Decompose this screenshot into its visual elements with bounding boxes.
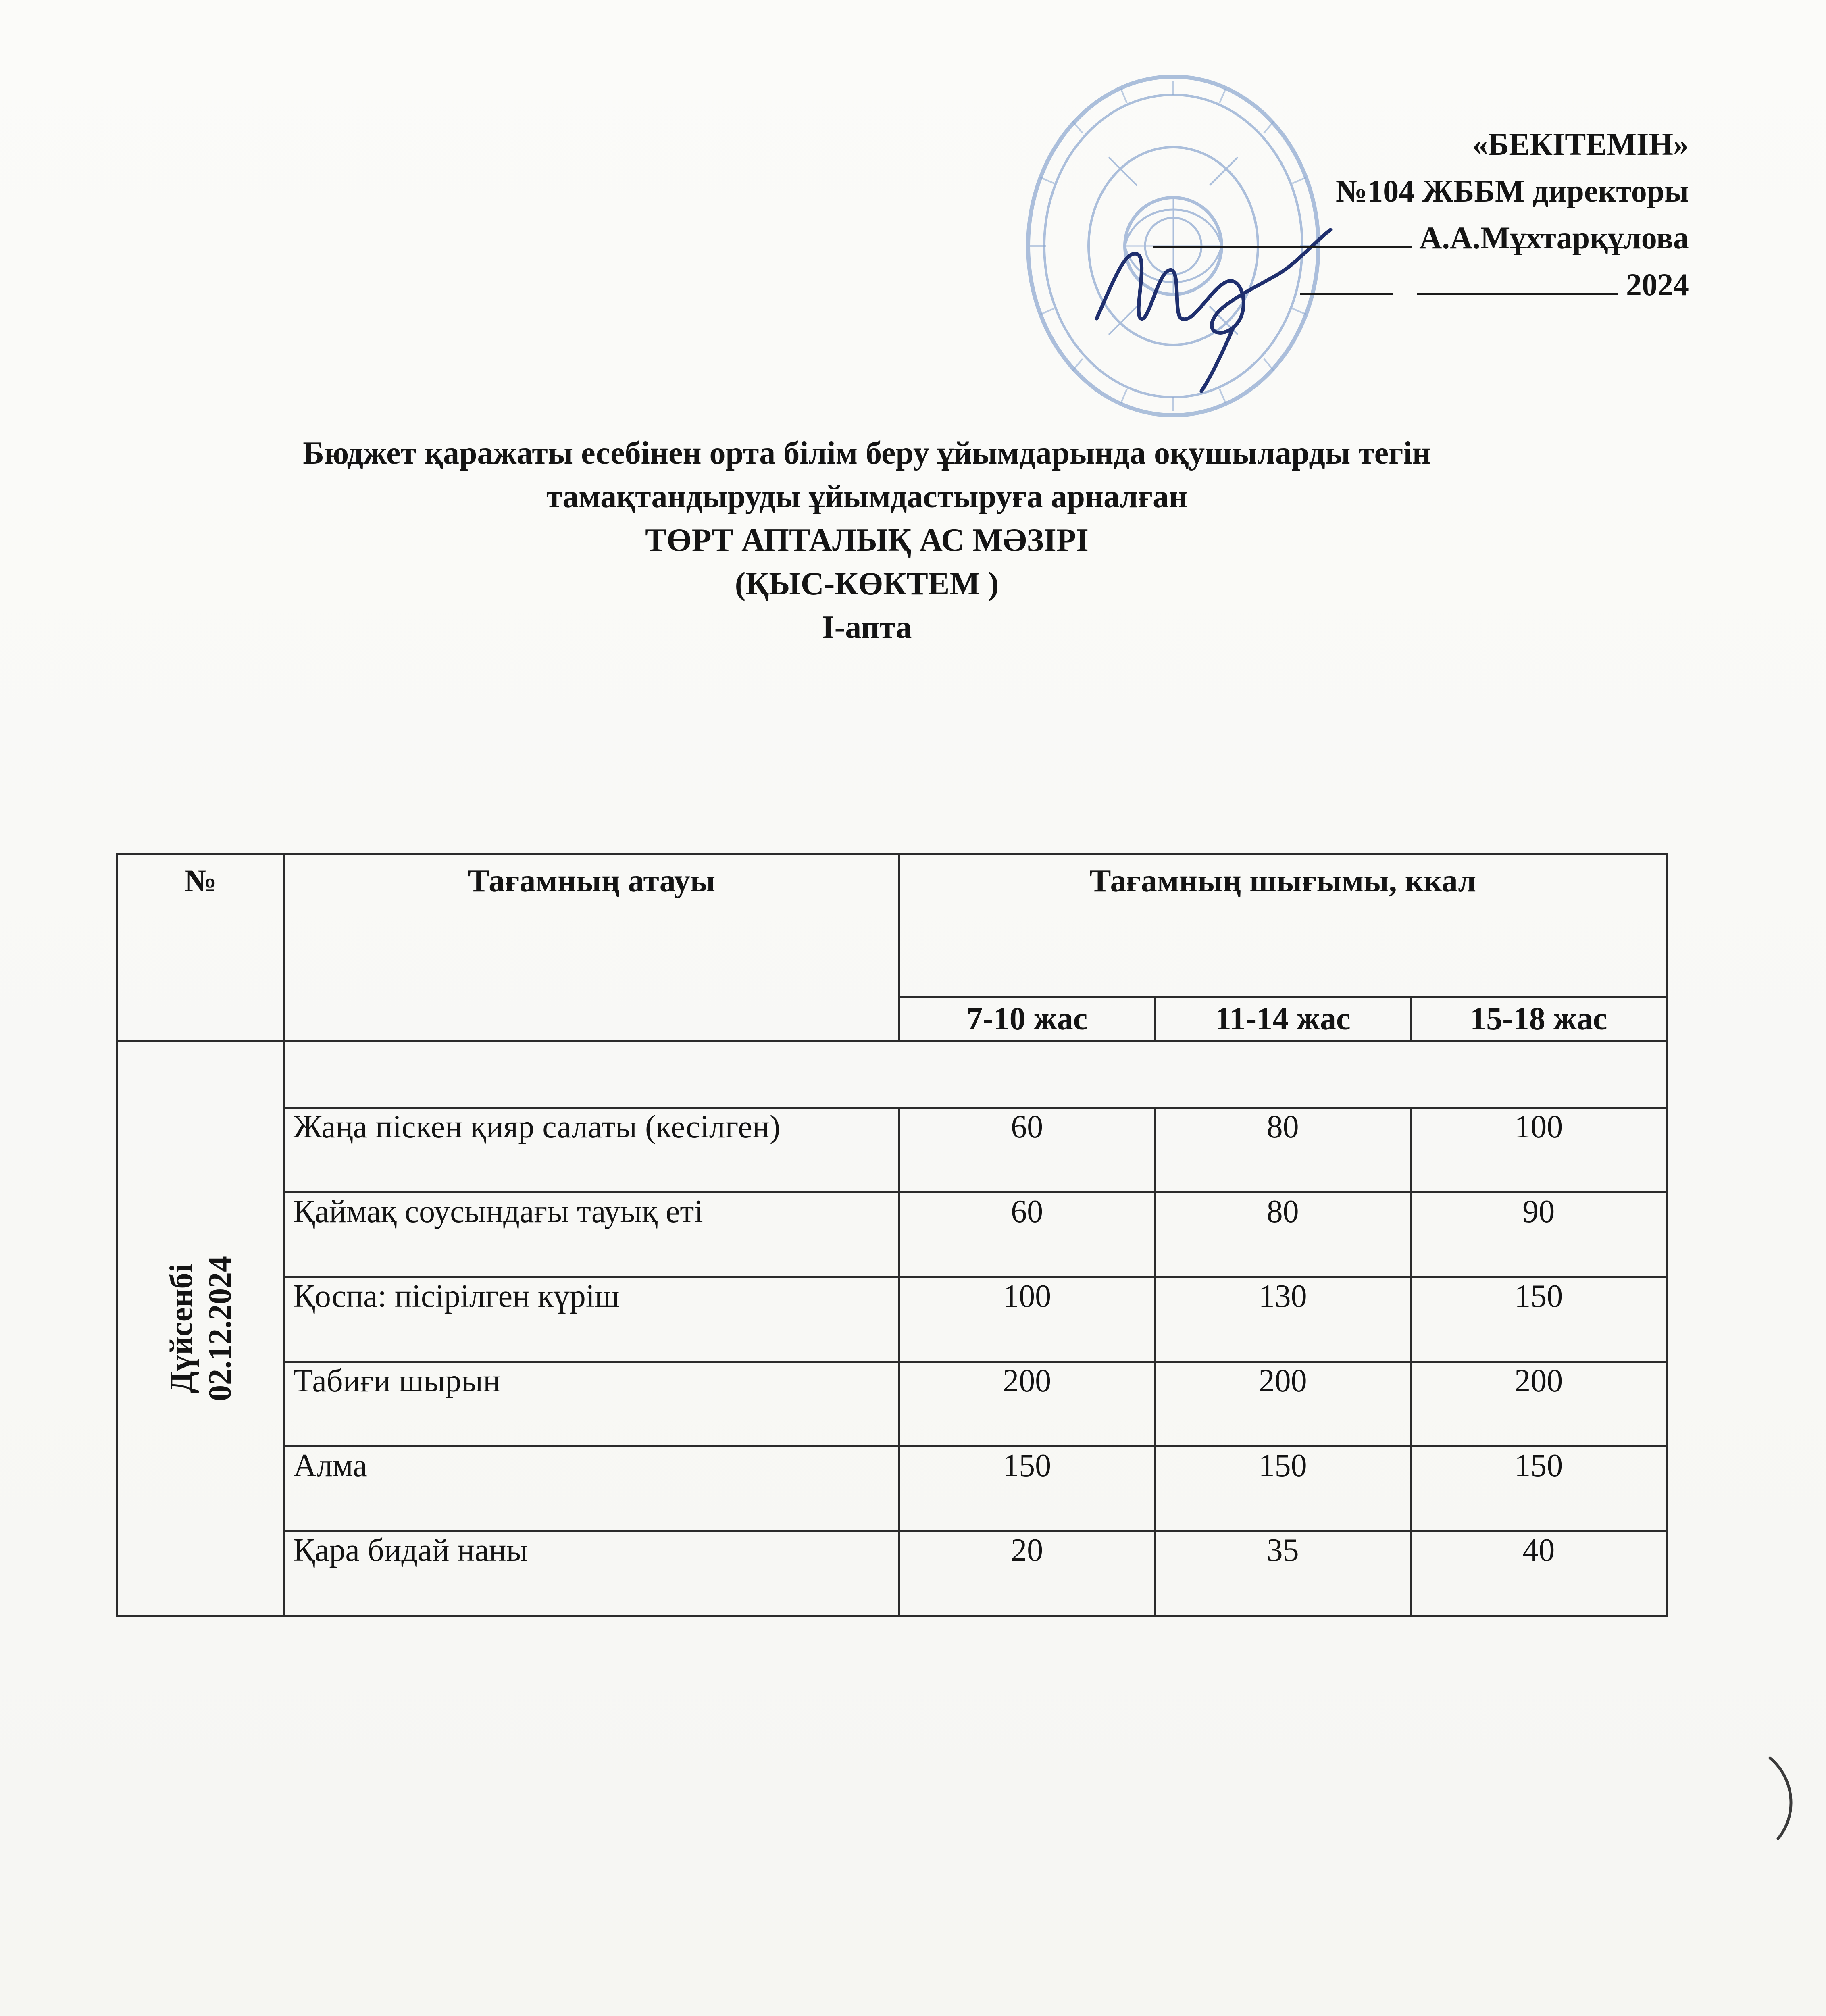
document-title (121, 431, 1613, 649)
dish-name: Қоспа: пісірілген күріш (284, 1277, 899, 1362)
title-line-2: тамақтандыруды ұйымдастыруға арналған (546, 479, 1188, 514)
week-label: І-апта (822, 610, 912, 645)
approval-date-line (1153, 261, 1689, 308)
portion-15-18: 150 (1411, 1447, 1667, 1531)
portion-11-14: 200 (1155, 1362, 1411, 1447)
day-cell (117, 1041, 284, 1616)
portion-7-10: 60 (899, 1108, 1155, 1193)
portion-7-10: 100 (899, 1277, 1155, 1362)
portion-7-10: 200 (899, 1362, 1155, 1447)
table-header-row (117, 854, 1667, 997)
table-row (117, 1277, 1667, 1362)
menu-table (116, 853, 1668, 1617)
dish-name: Табиғи шырын (284, 1362, 899, 1447)
title-line-3: ТӨРТ АПТАЛЫҚ АС МӘЗІРІ (645, 523, 1089, 558)
header-dish-name: Тағамның атауы (284, 854, 899, 1041)
dish-name: Алма (284, 1447, 899, 1531)
portion-15-18: 150 (1411, 1277, 1667, 1362)
date-day-blank (1300, 269, 1393, 295)
header-yield: Тағамның шығымы, ккал (899, 854, 1667, 997)
table-row (117, 1193, 1667, 1277)
dish-name: Жаңа піскен қияр салаты (кесілген) (284, 1108, 899, 1193)
portion-11-14: 35 (1155, 1531, 1411, 1616)
approval-name-line (1153, 215, 1689, 261)
day-name: Дүйсенбі (163, 1264, 199, 1393)
director-name: А.А.Мұхтарқұлова (1419, 220, 1689, 255)
header-age-group: 7-10 жас (899, 997, 1155, 1041)
table-row (117, 1447, 1667, 1531)
approval-position: №104 ЖББМ директоры (1335, 173, 1689, 208)
date-month-blank (1417, 269, 1618, 295)
table-spacer-row (117, 1041, 1667, 1108)
day-label (162, 1256, 239, 1401)
dish-name: Қара бидай наны (284, 1531, 899, 1616)
portion-7-10: 150 (899, 1447, 1155, 1531)
title-line-1: Бюджет қаражаты есебінен орта білім беру ұйымдарында оқушыларды тегін (303, 435, 1431, 471)
portion-11-14: 130 (1155, 1277, 1411, 1362)
approval-block (1153, 121, 1689, 308)
portion-11-14: 80 (1155, 1108, 1411, 1193)
table-row (117, 1362, 1667, 1447)
dish-name: Қаймақ соусындағы тауық еті (284, 1193, 899, 1277)
header-age-group: 11-14 жас (1155, 997, 1411, 1041)
header-age-group: 15-18 жас (1411, 997, 1667, 1041)
portion-7-10: 60 (899, 1193, 1155, 1277)
portion-7-10: 20 (899, 1531, 1155, 1616)
spacer-cell (284, 1041, 1667, 1108)
approval-title: «БЕКІТЕМІН» (1472, 127, 1689, 162)
portion-15-18: 200 (1411, 1362, 1667, 1447)
portion-15-18: 100 (1411, 1108, 1667, 1193)
portion-11-14: 150 (1155, 1447, 1411, 1531)
title-line-4: (ҚЫС-КӨКТЕМ ) (735, 566, 999, 602)
edge-mark (1766, 1754, 1802, 1843)
portion-11-14: 80 (1155, 1193, 1411, 1277)
signature-blank (1153, 222, 1412, 248)
portion-15-18: 40 (1411, 1531, 1667, 1616)
table-row (117, 1531, 1667, 1616)
portion-15-18: 90 (1411, 1193, 1667, 1277)
table-row (117, 1108, 1667, 1193)
approval-year: 2024 (1626, 267, 1689, 302)
header-number: № (117, 854, 284, 1041)
day-date: 02.12.2024 (202, 1256, 238, 1401)
